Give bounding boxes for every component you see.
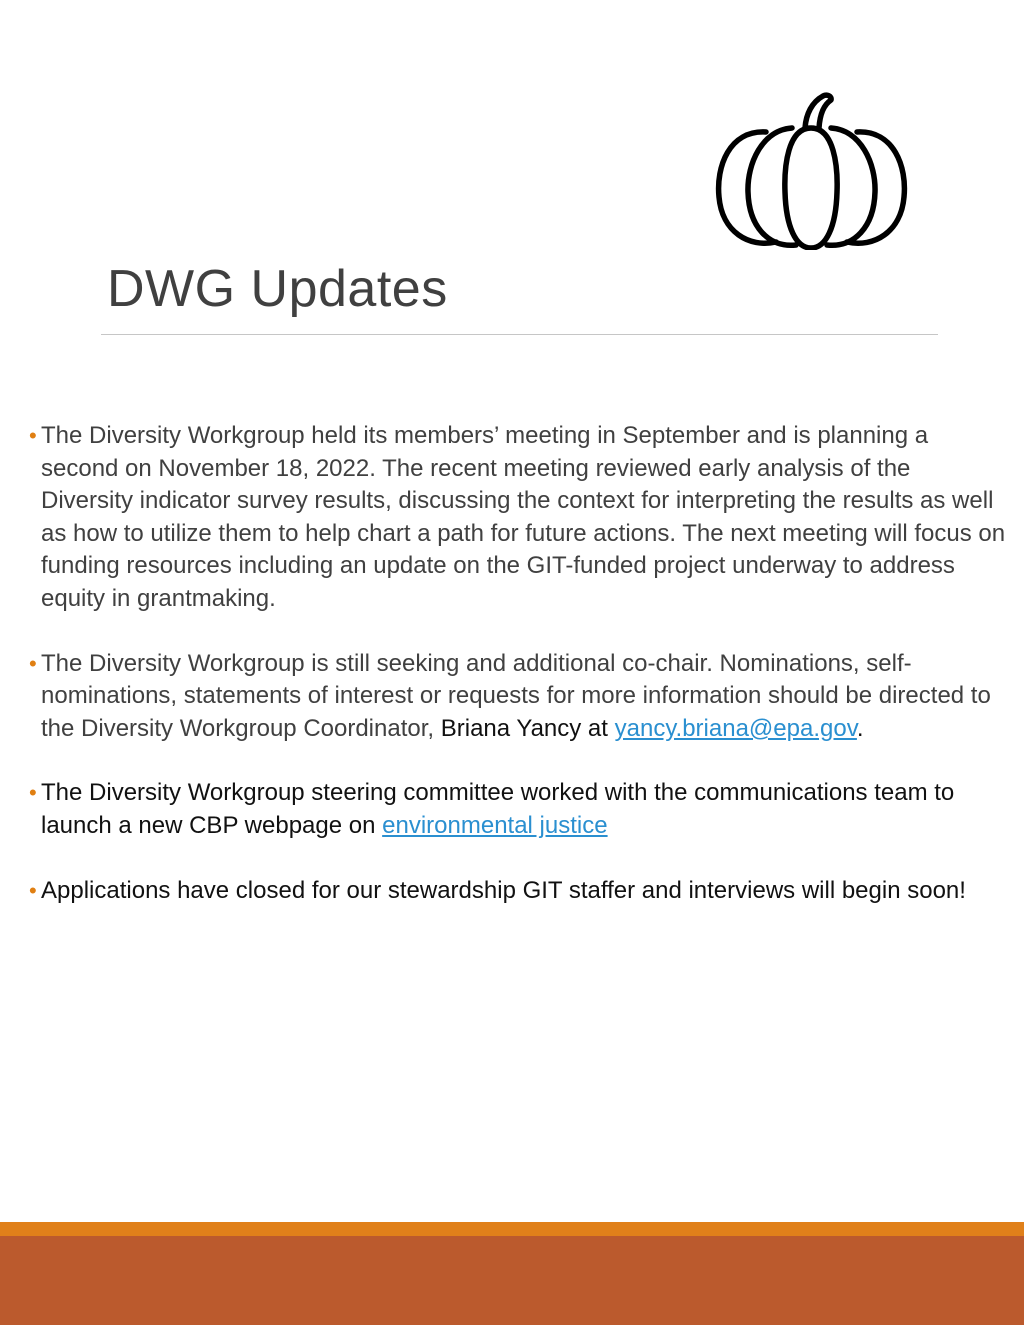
sentence-end: . bbox=[856, 714, 864, 742]
coordinator-name: Briana Yancy at bbox=[440, 714, 615, 742]
footer-band bbox=[0, 1236, 1024, 1325]
pumpkin-icon bbox=[714, 92, 908, 250]
bullet-webpage bbox=[29, 777, 1007, 842]
page-title: DWG Updates bbox=[107, 260, 448, 318]
bullet-dot: • bbox=[29, 780, 37, 806]
bullet-dot: • bbox=[29, 877, 37, 903]
bullet-meeting bbox=[29, 420, 1007, 616]
bullet-list bbox=[29, 420, 1007, 939]
email-link[interactable]: yancy.briana@epa.gov bbox=[614, 714, 857, 742]
bullet-applications bbox=[29, 875, 1007, 908]
bullet-cochair bbox=[29, 648, 1007, 746]
bullet-text: The Diversity Workgroup held its members’ meeting in September and is planning a second on November 18, 2022. The recent meeting reviewed early analysis of the Diversity indicator survey results, discussing the context for interpreting the results as well as how to utilize them to help chart a path for future actions. The next meeting will focus on funding resources including an update on the GIT-funded project underway to address equity in grantmaking. bbox=[41, 422, 1006, 612]
bullet-text: The Diversity Workgroup is still seeking and additional co-chair. Nominations, self-nominations, statements of interest or requests for more information should be directed to the Diversity Workgroup Coordinator, bbox=[41, 649, 991, 742]
bullet-dot: • bbox=[29, 650, 37, 676]
footer-band-accent bbox=[0, 1222, 1024, 1236]
title-divider bbox=[101, 334, 938, 335]
bullet-text: Applications have closed for our stewardship GIT staffer and interviews will begin soon! bbox=[41, 876, 966, 904]
bullet-dot: • bbox=[29, 423, 37, 448]
bullet-text: The Diversity Workgroup steering committee worked with the communications team to launch a new CBP webpage on bbox=[41, 779, 955, 839]
environmental-justice-link[interactable]: environmental justice bbox=[382, 811, 608, 839]
